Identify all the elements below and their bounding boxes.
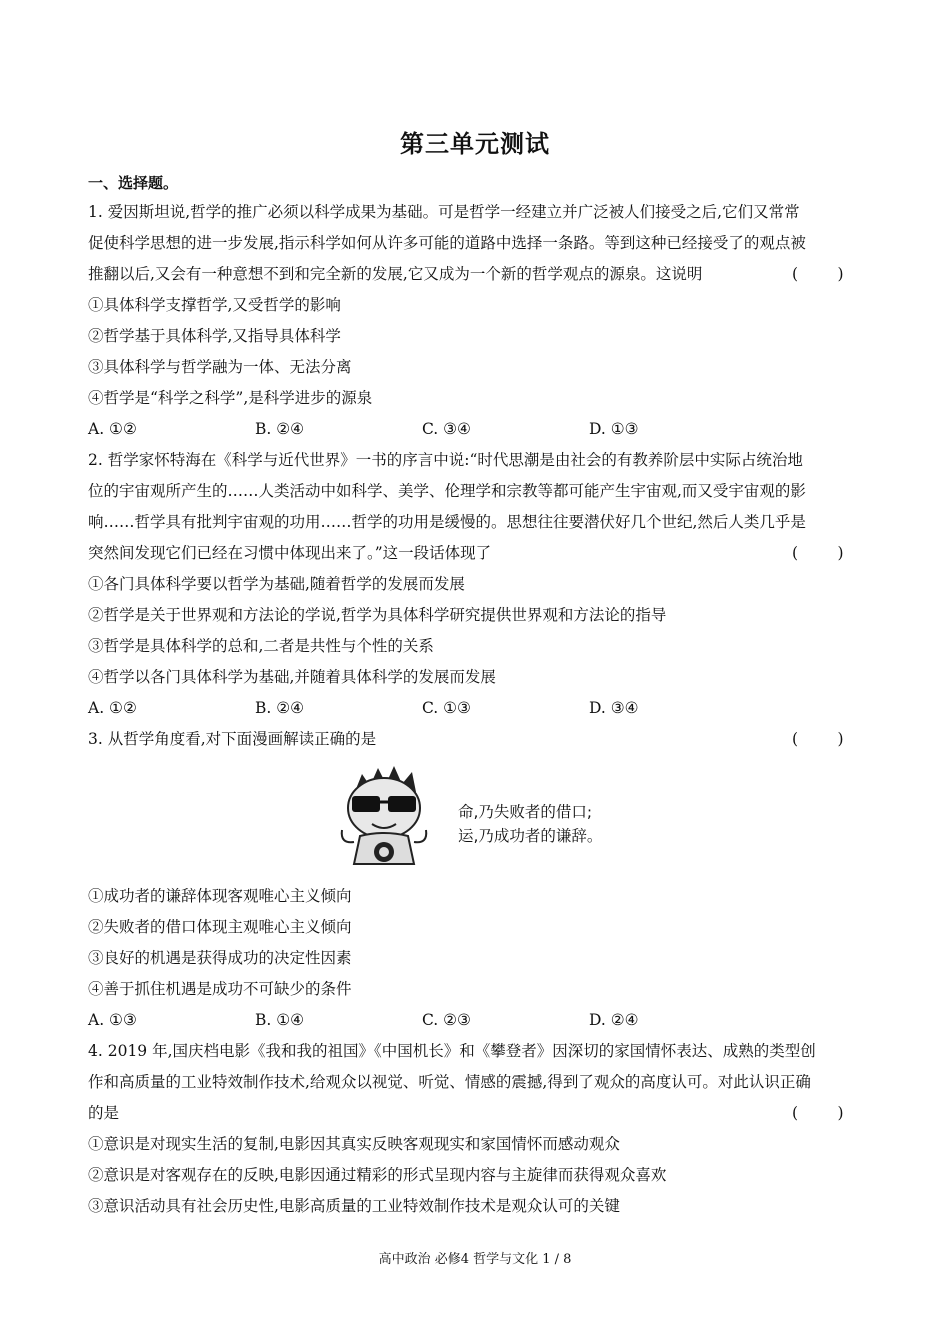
answer-blank: ( ) [792, 544, 844, 562]
option-d: D. ③④ [589, 699, 639, 717]
q1-stem-line: 促使科学思想的进一步发展,指示科学如何从许多可能的道路中选择一条路。等到这种已经接受了的观点被 [88, 234, 806, 252]
option-c: C. ①③ [422, 699, 471, 717]
section-heading: 一、选择题。 [88, 174, 179, 192]
q1-item: ④哲学是“科学之科学”,是科学进步的源泉 [88, 389, 373, 407]
cartoon-caption-line: 命,乃失败者的借口; [458, 803, 593, 821]
q1-item: ③具体科学与哲学融为一体、无法分离 [88, 358, 352, 376]
option-a: A. ①② [88, 420, 137, 438]
q3-item: ③良好的机遇是获得成功的决定性因素 [88, 949, 352, 967]
q1-item: ①具体科学支撑哲学,又受哲学的影响 [88, 296, 341, 314]
q1-stem-line: 推翻以后,又会有一种意想不到和完全新的发展,它又成为一个新的哲学观点的源泉。这说明 [88, 265, 703, 283]
q3-item: ②失败者的借口体现主观唯心主义倾向 [88, 918, 352, 936]
option-c: C. ②③ [422, 1011, 471, 1029]
answer-blank: ( ) [792, 265, 844, 283]
option-c: C. ③④ [422, 420, 471, 438]
q2-item: ②哲学是关于世界观和方法论的学说,哲学为具体科学研究提供世界观和方法论的指导 [88, 606, 667, 624]
answer-blank: ( ) [792, 730, 844, 748]
option-b: B. ②④ [255, 420, 305, 438]
q3-item: ①成功者的谦辞体现客观唯心主义倾向 [88, 887, 352, 905]
q1-item: ②哲学基于具体科学,又指导具体科学 [88, 327, 341, 345]
option-d: D. ①③ [589, 420, 639, 438]
option-b: B. ①④ [255, 1011, 305, 1029]
page-footer: 高中政治 必修4 哲学与文化 1 / 8 [378, 1252, 572, 1267]
page-title: 第三单元测试 [400, 129, 550, 158]
option-d: D. ②④ [589, 1011, 639, 1029]
q4-stem-line: 作和高质量的工业特效制作技术,给观众以视觉、听觉、情感的震撼,得到了观众的高度认可。对此认识正确 [88, 1073, 811, 1091]
q2-stem-line: 位的宇宙观所产生的……人类活动中如科学、美学、伦理学和宗教等都可能产生宇宙观,而又受宇宙观的影 [88, 482, 806, 500]
q3-item: ④善于抓住机遇是成功不可缺少的条件 [88, 980, 352, 998]
q2-stem-line: 2. 哲学家怀特海在《科学与近代世界》一书的序言中说:“时代思潮是由社会的有教养阶层中实际占统治地 [88, 451, 803, 469]
q1-stem-line: 1. 爱因斯坦说,哲学的推广必须以科学成果为基础。可是哲学一经建立并广泛被人们接受之后,它们又常常 [88, 203, 800, 221]
option-a: A. ①② [88, 699, 137, 717]
q4-item: ②意识是对客观存在的反映,电影因通过精彩的形式呈现内容与主旋律而获得观众喜欢 [88, 1166, 667, 1184]
cartoon-caption-line: 运,乃成功者的谦辞。 [458, 827, 603, 845]
q4-stem-line: 的是 [88, 1104, 120, 1122]
q3-stem-line: 3. 从哲学角度看,对下面漫画解读正确的是 [88, 730, 377, 748]
q4-item: ③意识活动具有社会历史性,电影高质量的工业特效制作技术是观众认可的关键 [88, 1197, 620, 1215]
option-b: B. ②④ [255, 699, 305, 717]
q4-item: ①意识是对现实生活的复制,电影因其真实反映客观现实和家国情怀而感动观众 [88, 1135, 620, 1153]
answer-blank: ( ) [792, 1104, 844, 1122]
q2-stem-line: 响……哲学具有批判宇宙观的功用……哲学的功用是缓慢的。思想往往要潜伏好几个世纪,然后人类几乎是 [88, 513, 806, 531]
q4-stem-line: 4. 2019 年,国庆档电影《我和我的祖国》《中国机长》和《攀登者》因深切的家国情怀表达、成熟的类型创 [88, 1042, 816, 1060]
q2-item: ③哲学是具体科学的总和,二者是共性与个性的关系 [88, 637, 434, 655]
q2-stem-line: 突然间发现它们已经在习惯中体现出来了。”这一段话体现了 [88, 544, 492, 562]
q2-item: ①各门具体科学要以哲学为基础,随着哲学的发展而发展 [88, 575, 465, 593]
q2-item: ④哲学以各门具体科学为基础,并随着具体科学的发展而发展 [88, 668, 496, 686]
option-a: A. ①③ [88, 1011, 137, 1029]
